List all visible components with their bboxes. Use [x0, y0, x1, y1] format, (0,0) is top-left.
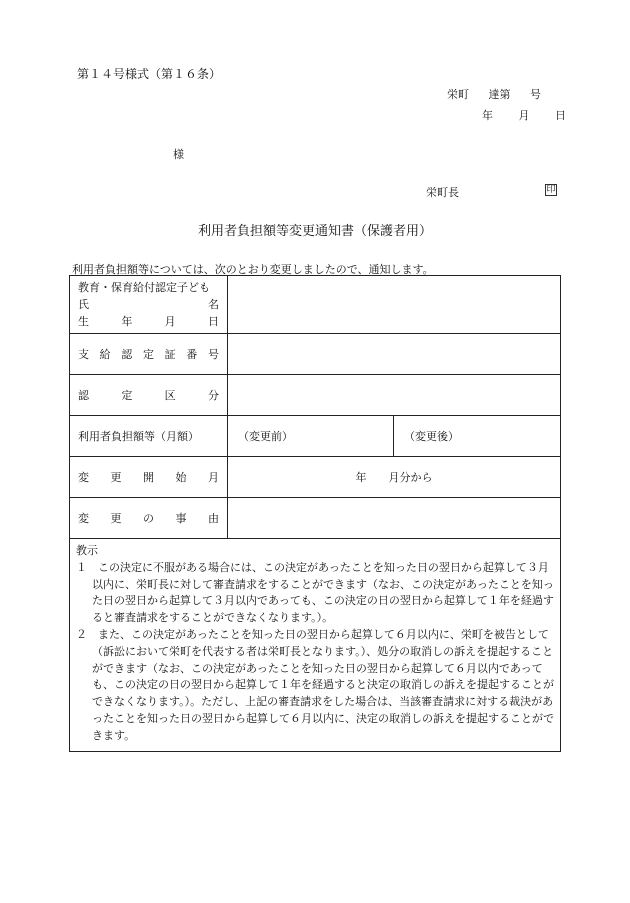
cert-number-value: [228, 334, 561, 375]
burden-after: （変更後）: [394, 416, 561, 457]
date-month: 月: [518, 109, 530, 122]
document-title: 利用者負担額等変更通知書（保護者用）: [197, 224, 432, 239]
office-town: 栄町: [447, 88, 469, 101]
document-number-line: [447, 86, 557, 102]
reason-row: [70, 498, 561, 539]
child-label-name: 氏 名: [78, 298, 219, 311]
child-label-line1: 教育・保育給付認定子ども: [78, 281, 210, 294]
notes-cell: [70, 539, 561, 752]
child-label-birthdate: 生 年 月 日: [78, 315, 219, 328]
burden-before: （変更前）: [228, 416, 394, 457]
category-label: 認 定 区 分: [70, 375, 228, 416]
date-year: 年: [482, 109, 493, 122]
addressee-suffix: 様: [173, 148, 184, 161]
note-item-1: １ この決定に不服がある場合には、この決定があったことを知った日の翌日から起算して３月以内に、栄町長に対して審査請求をすることができます（なお、この決定があったことを知った日の翌日から起算して３月以内であっても、この決定の日の翌日から起算して１年を経過すると審査請求をすることができなくなります。）。: [76, 560, 554, 625]
notice-table: [69, 275, 561, 752]
seal-mark: 印: [546, 185, 556, 195]
category-value: [228, 375, 561, 416]
notes-row: [70, 539, 561, 752]
note-item-2: ２ また、この決定があったことを知った日の翌日から起算して６月以内に、栄町を被告として（訴訟において栄町を代表する者は栄町長となります。）、処分の取消しの訴えを提起することができます（なお、この決定があったことを知った日の翌日から起算して６月以内であっても、この決定の日の翌日から起算して１年を経過すると決定の取消しの訴えを提起することができなくなります。）。ただし、上記の審査請求をした場合は、当該審査請求に対する裁決があったことを知った日の翌日から起算して６月以内に、決定の取消しの訴えを提起することができます。: [76, 627, 554, 742]
form-number: 第１４号様式（第１６条）: [77, 67, 222, 81]
start-month-value: 年 月分から: [228, 457, 561, 498]
date-line: [482, 107, 588, 123]
office-go: 号: [530, 88, 541, 101]
lead-text: 利用者負担額等については、次のとおり変更しましたので、通知します。: [72, 263, 434, 276]
start-month-row: [70, 457, 561, 498]
reason-value: [228, 498, 561, 539]
notes-heading: 教示: [76, 544, 98, 557]
child-row: [70, 276, 561, 334]
office-dai: 達第: [488, 88, 511, 101]
child-label: [70, 276, 228, 334]
start-month-label: 変 更 開 始 月: [70, 457, 228, 498]
date-day: 日: [555, 109, 566, 122]
burden-label: 利用者負担額等（月額）: [70, 416, 228, 457]
reason-label: 変 更 の 事 由: [70, 498, 228, 539]
cert-number-label: 支 給 認 定 証 番 号: [70, 334, 228, 375]
child-value: [228, 276, 561, 334]
burden-row: [70, 416, 561, 457]
category-row: [70, 375, 561, 416]
cert-number-row: [70, 334, 561, 375]
issuer-name: 栄町長: [426, 186, 459, 199]
